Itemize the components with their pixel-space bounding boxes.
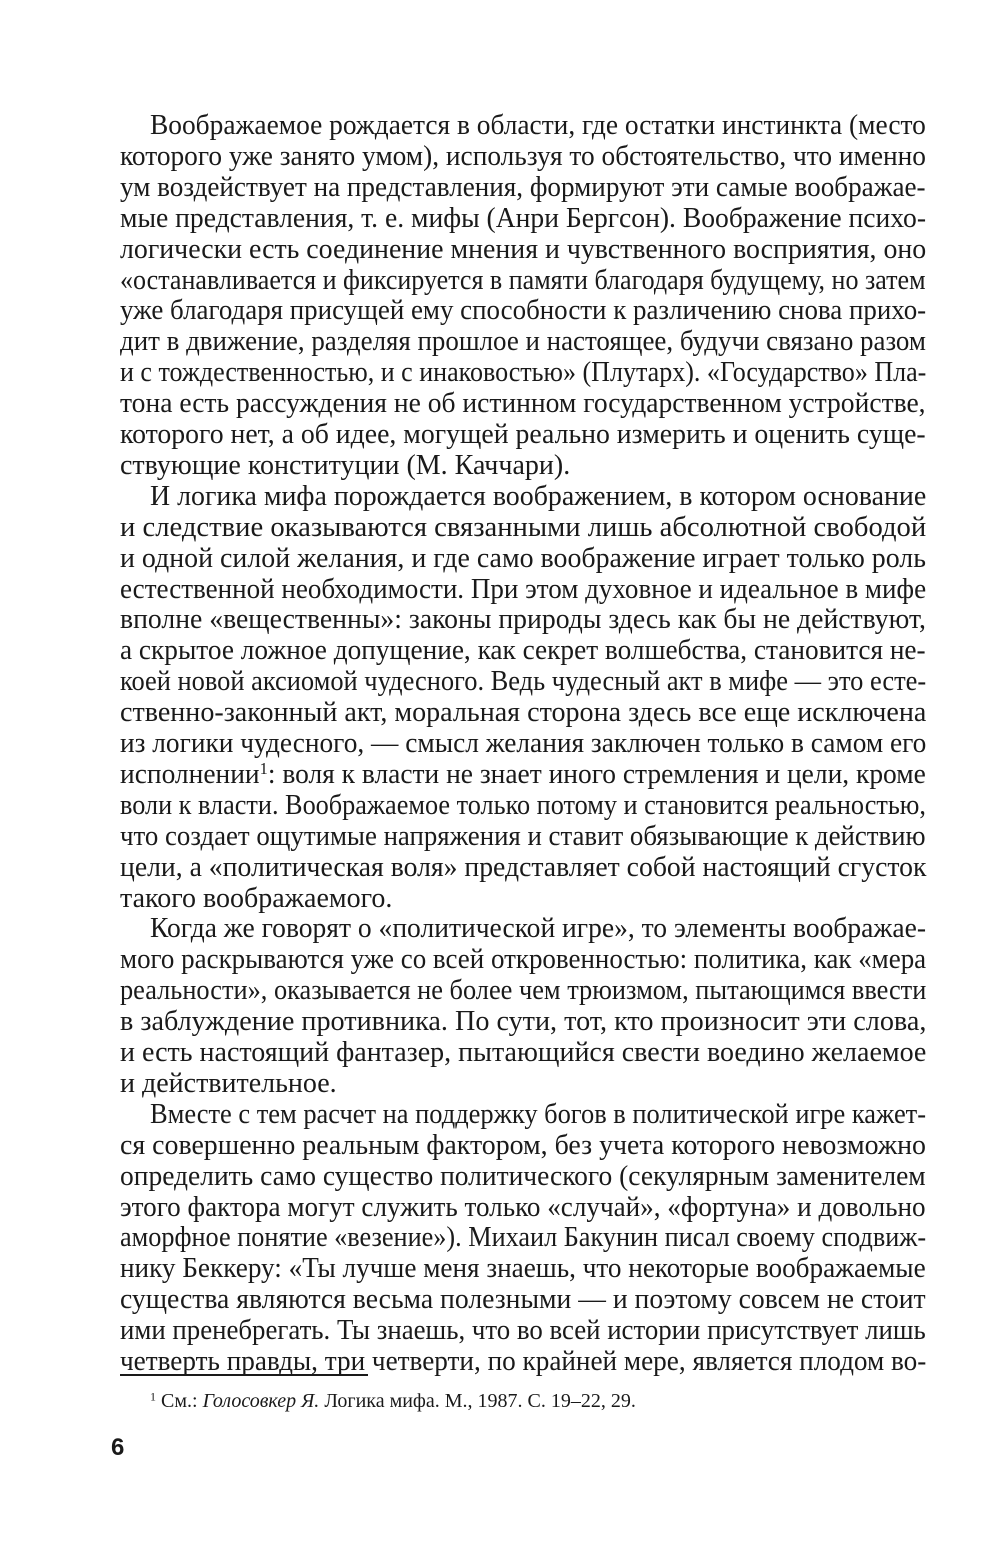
text-line-content: из логики чудесного, — смысл желания заключен только в самом его (120, 728, 927, 759)
text-line (120, 325, 926, 359)
text-line (120, 665, 926, 699)
footnote (150, 1388, 636, 1414)
text-line (120, 233, 926, 267)
text-line (120, 851, 926, 885)
text-line (120, 1036, 926, 1070)
text-line (120, 943, 926, 977)
text-line-content: такого воображаемого. (120, 882, 393, 914)
text-line-content: уже благодаря присущей ему способности к различению снова прихо- (120, 295, 927, 327)
footnote-reference[interactable]: 1 (259, 758, 268, 778)
text-line-content: исполнении (120, 758, 260, 790)
text-line-content: коей новой аксиомой чудесного. Ведь чудесный акт в мифе — это есте- (120, 666, 927, 698)
text-line (120, 1283, 926, 1317)
text-line (120, 171, 926, 205)
text-line-content: ственно-законный акт, моральная сторона здесь все еще исключена (120, 697, 927, 729)
text-line (120, 294, 926, 328)
text-line (120, 387, 926, 421)
text-line (120, 758, 926, 792)
text-line-content: и есть настоящий фантазер, пытающийся свести воедино желаемое (120, 1037, 927, 1068)
text-line-content: определить само существо политического (секулярным заменителем (120, 1160, 926, 1192)
text-line (120, 789, 926, 823)
text-line-content: а скрытое ложное допущение, как секрет волшебства, становится не- (120, 635, 926, 667)
text-line-content: : воля к власти не знает иного стремления и цели, кроме (267, 758, 926, 790)
text-line-content: ум воздействует на представления, формируют эти самые воображае- (120, 171, 926, 203)
text-line-content: существа являются весьма полезными — и поэтому совсем не стоит (120, 1284, 926, 1316)
text-line-content: Вместе с тем расчет на поддержку богов в политической игре кажет- (150, 1098, 927, 1130)
footnote-citation: Логика мифа. М., 1987. С. 19–22, 29. (319, 1390, 636, 1412)
text-line (120, 1221, 926, 1255)
footnote-separator (120, 1374, 368, 1376)
text-line (120, 1067, 337, 1101)
text-line (120, 449, 570, 483)
text-line (120, 140, 926, 174)
text-line-content: «останавливается и фиксируется в памяти благодаря будущему, но затем (120, 264, 926, 296)
text-line (120, 974, 926, 1008)
text-line-content: тона есть рассуждения не об истинном государственном устройстве, (120, 388, 926, 420)
text-line (120, 603, 926, 637)
text-line-content: и следствие оказываются связанными лишь абсолютной свободой (120, 511, 927, 543)
text-line-content: логически есть соединение мнения и чувственного восприятия, оно (120, 233, 927, 265)
text-line (120, 511, 926, 545)
text-line-content: мого раскрываются уже со всей откровенностью: политика, как «мера (120, 944, 927, 976)
text-line (120, 882, 392, 916)
text-line (120, 1160, 926, 1194)
text-line-content: ся совершенно реальным фактором, без учета которого невозможно (120, 1129, 926, 1161)
text-line-content: воли к власти. Воображаемое только потому и становится реальностью, (120, 789, 926, 821)
text-line-content: этого фактора могут служить только «случай», «фортуна» и довольно (120, 1191, 926, 1223)
text-line (150, 1098, 926, 1132)
text-line (120, 264, 926, 298)
text-line (120, 820, 926, 854)
text-line-content: естественной необходимости. При этом духовное и идеальное в мифе (120, 573, 927, 605)
text-line (120, 727, 926, 761)
text-line (120, 418, 926, 452)
text-line-content: аморфное понятие «везение»). Михаил Бакунин писал своему сподвиж- (120, 1222, 927, 1254)
text-line (120, 1129, 926, 1163)
footnote-marker: 1 (150, 1389, 156, 1404)
text-line-content: цели, а «политическая воля» представляет собой настоящий сгусток (120, 851, 927, 883)
text-line (120, 202, 926, 236)
text-line (120, 1191, 926, 1225)
text-line (120, 1005, 926, 1039)
text-line-content: реальности», оказывается не более чем трюизмом, пытающимся ввести (120, 975, 927, 1007)
text-line (120, 634, 926, 668)
text-line (120, 1314, 926, 1348)
text-line-content: мые представления, т. е. мифы (Анри Бергсон). Воображение психо- (120, 202, 927, 234)
text-line (150, 912, 926, 946)
text-line-content: Когда же говорят о «политической игре», то элементы воображае- (150, 913, 927, 945)
text-line-content: И логика мифа порождается воображением, в котором основание (150, 480, 927, 512)
text-line-content: ствующие конституции (М. Каччари). (120, 449, 571, 481)
footnote-author: Голосовкер Я. (202, 1390, 320, 1412)
text-line-content: в заблуждение противника. По сути, тот, кто произносит эти слова, (120, 1006, 927, 1038)
text-line-content: вполне «вещественны»: законы природы здесь как бы не действуют, (120, 604, 926, 636)
text-line-content: которого уже занято умом), используя то обстоятельство, что именно (120, 140, 926, 172)
text-line-content: нику Беккеру: «Ты лучше меня знаешь, что некоторые воображаемые (120, 1253, 926, 1285)
text-line (150, 109, 926, 143)
text-line-content: и действительное. (120, 1067, 337, 1099)
text-line (120, 1252, 926, 1286)
text-line-content: и одной силой желания, и где само воображение играет только роль (120, 542, 926, 574)
text-line-content: ими пренебрегать. Ты знаешь, что во всей истории присутствует лишь (120, 1315, 926, 1347)
text-line-content: дит в движение, разделяя прошлое и настоящее, будучи связано разом (120, 326, 926, 358)
text-line (120, 573, 926, 607)
page-number: 6 (111, 1434, 125, 1461)
text-line (150, 480, 926, 514)
text-line (120, 542, 926, 576)
text-line (120, 356, 926, 390)
text-line (120, 696, 926, 730)
text-line-content: Воображаемое рождается в области, где остатки инстинкта (место (150, 110, 926, 141)
text-line-content: что создает ощутимые напряжения и ставит обязывающие к действию (120, 820, 926, 852)
text-line-content: и с тождественностью, и с инаковостью» (Плутарх). «Государство» Пла- (120, 357, 927, 389)
text-line-content: которого нет, а об идее, могущей реально измерить и оценить суще- (120, 419, 926, 450)
text-line-content: четверть правды, три четверти, по крайней мере, является плодом во- (120, 1346, 927, 1377)
footnote-prefix: См.: (161, 1390, 203, 1412)
